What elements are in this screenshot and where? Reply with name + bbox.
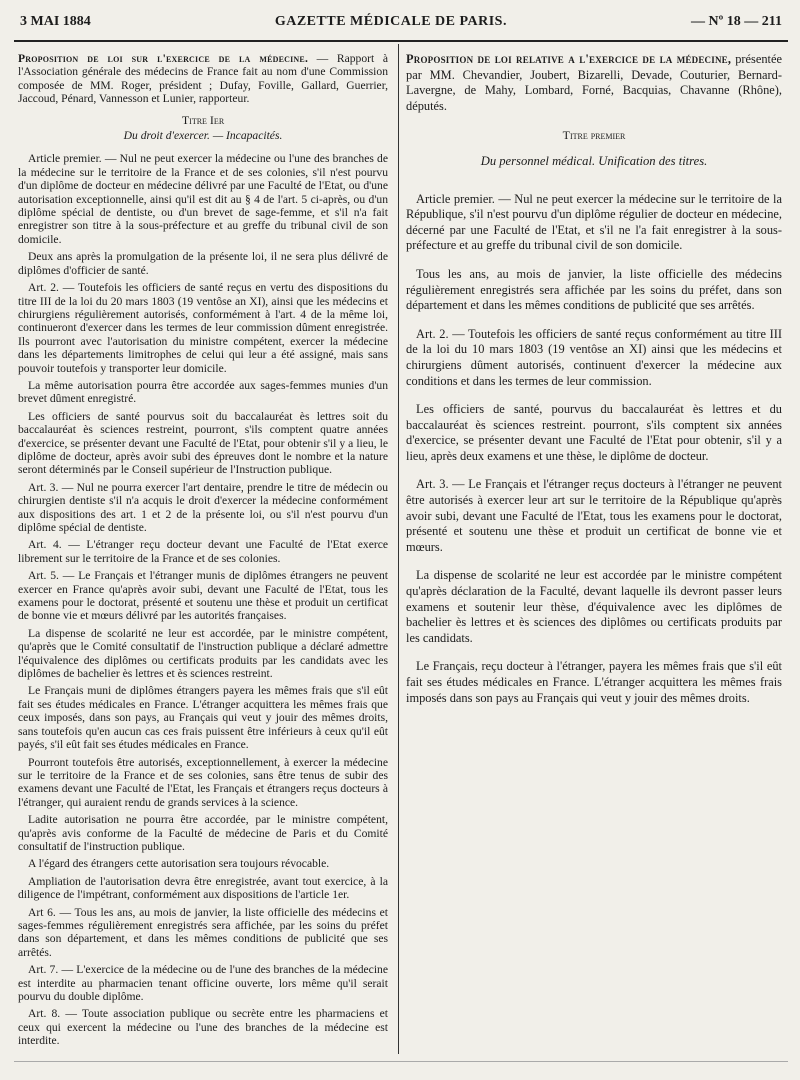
right-section-title: Titre premier bbox=[562, 128, 626, 143]
left-article-paragraph: Art 6. — Tous les ans, au mois de janvier, la liste officielle des médecins et sages-femmes régulièrement enregistrés sera affichée, par les soins du préfet dans son département, et dans les mêmes conditions de publicité que ses arrêtés. bbox=[18, 905, 388, 959]
left-article-paragraph: Art. 2. — Toutefois les officiers de santé reçus en vertu des dispositions du titre III de la loi du 20 mars 1803 (19 ventôse an XI), ainsi que les médecins et chirurgiens régulièrement autorisés, conformément à l'art. 4 de la même loi, continueront d'exercer dans les termes de leur commission dûment enregistrée. Ils pourront avec l'autorisation du ministre compétent, exercer la médecine dans les départements limitrophes de celui qui leur a été assigné, mais sans pouvoir toutefois y transporter leur domicile. bbox=[18, 281, 388, 375]
issue-page-number: — Nº 18 — 211 bbox=[691, 14, 782, 29]
left-article-paragraph: Art. 3. — Nul ne pourra exercer l'art dentaire, prendre le titre de médecin ou chirurgien dentiste s'il n'a acquis le droit d'exercer la médecine conformément aux dispositions des art. 1 et 2 de la présente loi, ou s'il n'est pourvu d'un diplôme spécial de dentiste. bbox=[18, 480, 388, 534]
right-section-subtitle: Du personnel médical. Unification des titres. bbox=[480, 153, 708, 168]
left-intro-text: — Rapport à l'Association générale des médecins de France fait au nom d'une Commission composée de MM. Roger, président ; Dufay, Foville, Gallard, Guerrier, Jaccoud, Pénard, Vannesson et Lunier, rapporteur. bbox=[18, 52, 388, 106]
right-article-paragraph: La dispense de scolarité ne leur est accordée par le ministre compétent qu'après déclaration de la Faculté, devant laquelle ils devront passer leurs examens et soutenir leur thèse, d'équivalence avec les diplômes de bachelier ès lettres et ès sciences des diplômes ou certificats produits par les candidats. bbox=[406, 568, 782, 645]
left-article-paragraph: A l'égard des étrangers cette autorisation sera toujours révocable. bbox=[28, 857, 330, 871]
left-article-paragraph: Art. 7. — L'exercice de la médecine ou de l'une des branches de la médecine est interdite au pharmacien tenant officine ouverte, lors même qu'il serait pourvu du double diplôme. bbox=[18, 963, 388, 1003]
column-divider bbox=[398, 44, 399, 1054]
journal-title: GAZETTE MÉDICALE DE PARIS. bbox=[274, 14, 507, 29]
left-article-paragraph: Art. 4. — L'étranger reçu docteur devant une Faculté de l'Etat exerce librement sur le territoire de la France et de ses colonies. bbox=[18, 538, 388, 565]
left-article-paragraph: Article premier. — Nul ne peut exercer la médecine ou l'une des branches de la médecine sur le territoire de la France et de ses colonies, s'il n'est pourvu d'un diplôme de docteur en médecine délivré par une Faculté de l'Etat, ou d'une autorisation exceptionnelle, ainsi qu'il est dit au § 4 de l'art. 5 ci-après, ou d'un diplôme spécial de dentiste, ou d'un brevet de sage-femme, et s'il n'a fait enregistrer son titre à la sous-préfecture et au greffe du tribunal civil de son domicile. bbox=[18, 152, 388, 246]
left-article-paragraph: La même autorisation pourra être accordée aux sages-femmes munies d'un brevet dûment enregistré. bbox=[18, 378, 388, 406]
right-article-paragraph: Art. 3. — Le Français et l'étranger reçus docteurs à l'étranger ne peuvent être autorisés à exercer leur art sur le territoire de la République qu'après avoir subi, devant une Faculté de l'Etat, tous les examens pour le doctorat, présenté et soutenu une thèse et produit un certificat de bonne vie et mœurs. bbox=[406, 477, 782, 554]
right-article-paragraph: Les officiers de santé, pourvus du baccalauréat ès lettres et du baccalauréat ès sciences restreint. pourront, s'ils comptent six années d'exercice, se présenter devant une Faculté de l'Etat pour obtenir, s'il y a lieu, après deux examens et une thèse, le diplôme de docteur. bbox=[406, 402, 782, 463]
left-column bbox=[18, 52, 388, 1056]
left-article-paragraph: La dispense de scolarité ne leur est accordée, par le ministre compétent, qu'après que le Comité consultatif de l'instruction publique a déclaré admettre l'équivalence des diplômes ou certificats produits par les candidats avec les diplômes de bachelier ès lettres et ès sciences restreint. bbox=[18, 626, 388, 681]
running-header bbox=[20, 14, 782, 36]
right-intro-title: Proposition de loi relative a l'exercice de la médecine, bbox=[406, 52, 732, 66]
right-article-paragraph: Le Français, reçu docteur à l'étranger, payera les mêmes frais que s'il eût fait ses études médicales en France. L'étranger acquittera les mêmes frais imposés dans son pays au Français qui veut y jouir des mêmes droits. bbox=[406, 659, 782, 705]
left-article-paragraph: Les officiers de santé pourvus soit du baccalauréat ès lettres soit du baccalauréat ès sciences restreint, pourront, s'ils comptent quatre années d'exercice, se présenter devant une Faculté de l'Etat, pour obtenir s'il y a lieu, le diplôme de docteur, après avoir subi des épreuves dont le nombre et la nature seront déterminés par le Conseil supérieur de l'Instruction publique. bbox=[18, 409, 388, 477]
left-article-paragraph: Pourront toutefois être autorisés, exceptionnellement, à exercer la médecine sur le territoire de la France et de ses colonies, sans être tenus de subir des examens devant une Faculté de l'Etat, les Français et étrangers reçus docteurs à l'étranger, qui auraient rendu de grands services à la science. bbox=[18, 755, 388, 809]
right-intro bbox=[406, 52, 782, 114]
left-article-paragraph: Le Français muni de diplômes étrangers payera les mêmes frais que s'il eût fait ses études médicales en France. L'étranger acquittera les mêmes frais que ceux imposés, dans son pays, au Français qui veut y jouir des mêmes droits, sans toutefois qu'en aucun cas ces frais puissent être inférieurs à ceux qu'il eût payés, s'il eût fait ses études médicales en France. bbox=[18, 684, 388, 752]
left-intro-title: Proposition de loi sur l'exercice de la médecine. bbox=[18, 52, 309, 65]
page-bottom-rule bbox=[14, 1061, 788, 1062]
header-rule bbox=[14, 40, 788, 42]
left-section-title: Titre Ier bbox=[181, 112, 225, 127]
left-section-subtitle: Du droit d'exercer. — Incapacités. bbox=[123, 129, 283, 143]
left-intro bbox=[18, 52, 388, 106]
right-column bbox=[406, 52, 782, 1042]
issue-date: 3 MAI 1884 bbox=[20, 14, 91, 29]
right-intro-text: présentée par MM. Chevandier, Joubert, Bizarelli, Devade, Couturier, Bernard-Lavergne, de Mahy, Lombard, Forné, Bacquias, Chavanne (Rhône), députés. bbox=[406, 52, 782, 113]
right-article-paragraph: Art. 2. — Toutefois les officiers de santé reçus conformément au titre III de la loi du 10 mars 1803 (19 ventôse an XI) ainsi que les médecins et chirurgiens dûment autorisés, continuent d'exercer la médecine aux conditions et dans les termes de leur commission. bbox=[406, 326, 782, 388]
left-article-paragraph: Ampliation de l'autorisation devra être enregistrée, avant tout exercice, à la diligence de l'impétrant, conformément aux dispositions de l'article 1er. bbox=[18, 874, 388, 902]
left-article-paragraph: Art. 8. — Toute association publique ou secrète entre les pharmaciens et ceux qui exercent la médecine ou l'une des branches de la médecine est interdite. bbox=[18, 1007, 388, 1048]
left-article-paragraph: Art. 5. — Le Français et l'étranger munis de diplômes étrangers ne peuvent exercer en France qu'après avoir subi, devant une Faculté de l'Etat, tous les examens pour le doctorat, présenté et soutenu une thèse et produit un certificat de bonne vie et mœurs délivré par les autorités françaises. bbox=[18, 569, 388, 623]
right-article-paragraph: Tous les ans, au mois de janvier, la liste officielle des médecins régulièrement enregistrés sera affichée par les soins du préfet, dans son département et dans les mêmes conditions de publicité que ses arrêtés. bbox=[406, 266, 782, 313]
left-article-paragraph: Ladite autorisation ne pourra être accordée, par le ministre compétent, qu'après avis conforme de la Faculté de médecine de Paris et du Comité consultatif de l'instruction publique. bbox=[18, 813, 388, 853]
left-article-paragraph: Deux ans après la promulgation de la présente loi, il ne sera plus délivré de diplômes d'officier de santé. bbox=[18, 250, 388, 277]
right-article-paragraph: Article premier. — Nul ne peut exercer la médecine sur le territoire de la République, s'il n'est pourvu d'un diplôme régulier de docteur en médecine, décerné par une Faculté de l'Etat, et s'il ne l'a fait enregistrer à la sous-préfecture et au greffe du tribunal civil de son domicile. bbox=[406, 191, 782, 253]
